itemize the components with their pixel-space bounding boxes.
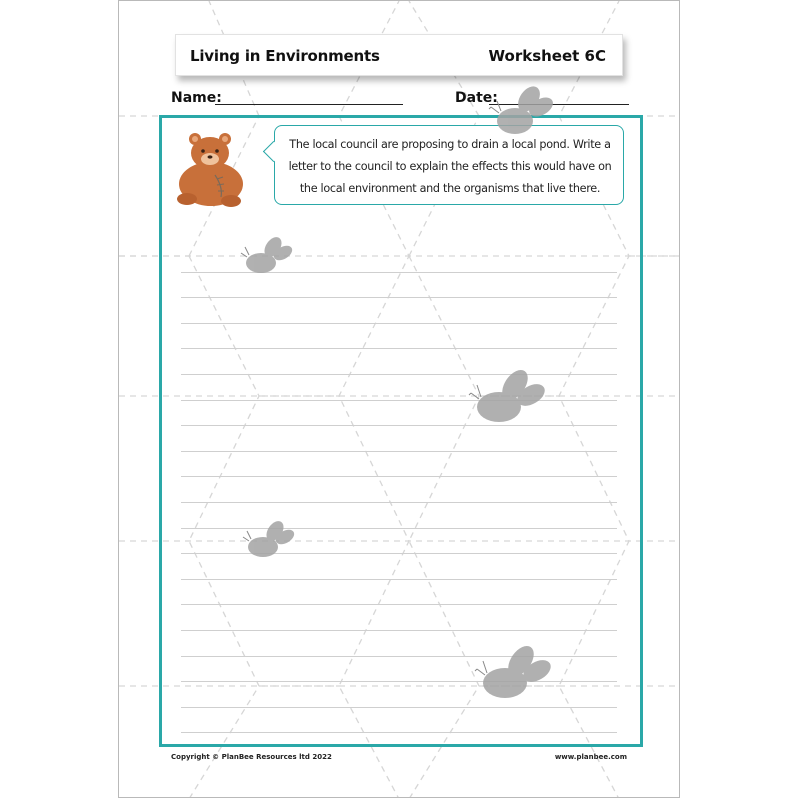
writing-line[interactable] (181, 580, 617, 606)
writing-line[interactable] (181, 631, 617, 657)
writing-line[interactable] (181, 273, 617, 299)
worksheet-page (118, 0, 680, 798)
name-field[interactable] (215, 104, 403, 105)
writing-line[interactable] (181, 452, 617, 478)
writing-line[interactable] (181, 554, 617, 580)
instruction-text: The local council are proposing to drain a local pond. Write a letter to the council to explain the effects this would have on the local environment and the organisms that live there. (288, 138, 612, 195)
date-field[interactable] (489, 104, 629, 105)
writing-line[interactable] (181, 324, 617, 350)
writing-line[interactable] (181, 247, 617, 273)
writing-line[interactable] (181, 503, 617, 529)
writing-line[interactable] (181, 529, 617, 555)
worksheet-number: Worksheet 6C (488, 47, 606, 65)
writing-line[interactable] (181, 401, 617, 427)
footer-website[interactable]: www.planbee.com (554, 753, 627, 761)
instruction-bubble (274, 125, 624, 205)
title-box (175, 34, 623, 76)
date-label: Date: (455, 90, 498, 106)
writing-line[interactable] (181, 375, 617, 401)
writing-line[interactable] (181, 477, 617, 503)
writing-line[interactable] (181, 349, 617, 375)
writing-line[interactable] (181, 605, 617, 631)
writing-line[interactable] (181, 298, 617, 324)
footer-copyright: Copyright © PlanBee Resources ltd 2022 (171, 753, 332, 761)
writing-line[interactable] (181, 657, 617, 683)
worksheet-title: Living in Environments (190, 47, 380, 65)
writing-line[interactable] (181, 426, 617, 452)
writing-lines[interactable] (181, 247, 617, 733)
writing-line[interactable] (181, 682, 617, 708)
bear-icon (171, 129, 253, 209)
writing-line[interactable] (181, 708, 617, 734)
name-label: Name: (171, 90, 222, 106)
